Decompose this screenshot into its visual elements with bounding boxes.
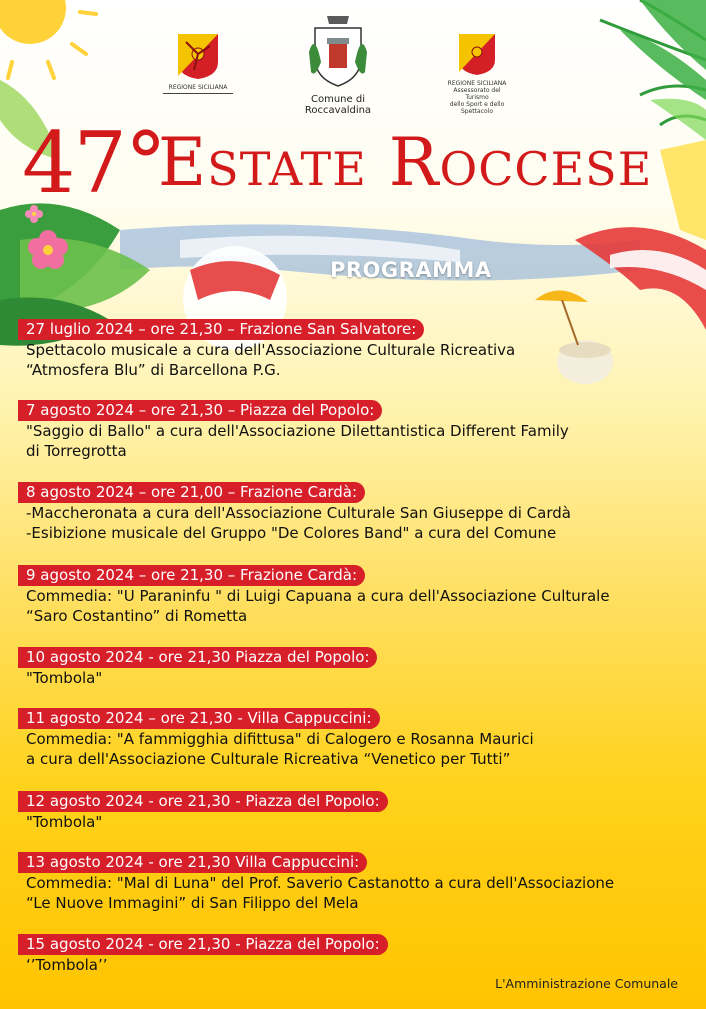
event-header: 7 agosto 2024 – ore 21,30 – Piazza del Popolo:: [18, 400, 382, 421]
logo-divider: [163, 93, 233, 94]
event-description: Commedia: "U Paraninfu " di Luigi Capuana a cura dell'Associazione Culturale: [26, 587, 610, 605]
event-header: 10 agosto 2024 - ore 21,30 Piazza del Popolo:: [18, 647, 377, 668]
assessorato-caption-1: REGIONE SICILIANA: [447, 80, 507, 87]
event-header: 11 agosto 2024 – ore 21,30 - Villa Cappuccini:: [18, 708, 380, 729]
regione-logo: [158, 32, 238, 96]
event-item: [18, 647, 698, 688]
event-description: “Saro Costantino” di Rometta: [26, 607, 248, 625]
programma-heading: PROGRAMMA: [330, 258, 492, 282]
event-item: [18, 319, 698, 380]
assessorato-caption-3: dello Sport e dello Spettacolo: [449, 101, 505, 115]
edition-number: 47°: [22, 114, 165, 212]
event-description: -Maccheronata a cura dell'Associazione Culturale San Giuseppe di Cardà: [26, 504, 571, 522]
event-description: "Tombola": [26, 813, 103, 831]
sun-icon: [0, 0, 96, 78]
trinacria-shield-icon: [457, 32, 497, 76]
assessorato-logo: [442, 32, 512, 115]
event-description: Commedia: "A fammigghia difittusa" di Calogero e Rosanna Maurici: [26, 730, 534, 748]
trinacria-shield-icon: [176, 32, 220, 80]
event-item: [18, 565, 698, 626]
comune-name: Comune di Roccavaldina: [304, 94, 372, 116]
event-header: 12 agosto 2024 - ore 21,30 - Piazza del Popolo:: [18, 791, 388, 812]
footer-signature: L'Amministrazione Comunale: [495, 976, 678, 991]
comune-crest-icon: [307, 12, 369, 90]
event-item: [18, 934, 698, 975]
event-header: 9 agosto 2024 – ore 21,30 – Frazione Cardà:: [18, 565, 365, 586]
event-description: Commedia: "Mal di Luna" del Prof. Saverio Castanotto a cura dell'Associazione: [26, 874, 615, 892]
event-description: “Atmosfera Blu” di Barcellona P.G.: [26, 361, 281, 379]
event-header: 13 agosto 2024 - ore 21,30 Villa Cappuccini:: [18, 852, 367, 873]
event-item: [18, 791, 698, 832]
event-name: Estate Roccese: [158, 124, 653, 201]
event-description: -Esibizione musicale del Gruppo "De Colores Band" a cura del Comune: [26, 524, 557, 542]
event-description: di Torregrotta: [26, 442, 127, 460]
event-header: 27 luglio 2024 – ore 21,30 – Frazione San Salvatore:: [18, 319, 424, 340]
event-item: [18, 852, 698, 913]
event-description: Spettacolo musicale a cura dell'Associazione Culturale Ricreativa: [26, 341, 516, 359]
event-header: 8 agosto 2024 – ore 21,00 – Frazione Cardà:: [18, 482, 365, 503]
event-item: [18, 400, 698, 461]
regione-logo-caption: REGIONE SICILIANA: [168, 84, 228, 91]
event-item: [18, 708, 698, 769]
event-description: "Tombola": [26, 669, 103, 687]
assessorato-caption-2: Assessorato del Turismo: [453, 87, 501, 101]
event-item: [18, 482, 698, 543]
event-description: "Saggio di Ballo" a cura dell'Associazione Dilettantistica Different Family: [26, 422, 569, 440]
event-header: 15 agosto 2024 - ore 21,30 - Piazza del Popolo:: [18, 934, 388, 955]
event-description: ‘’Tombola’’: [26, 956, 108, 974]
comune-logo: [278, 12, 398, 116]
event-description: a cura dell'Associazione Culturale Ricreativa “Venetico per Tutti”: [26, 750, 511, 768]
event-description: “Le Nuove Immagini” di San Filippo del Mela: [26, 894, 359, 912]
